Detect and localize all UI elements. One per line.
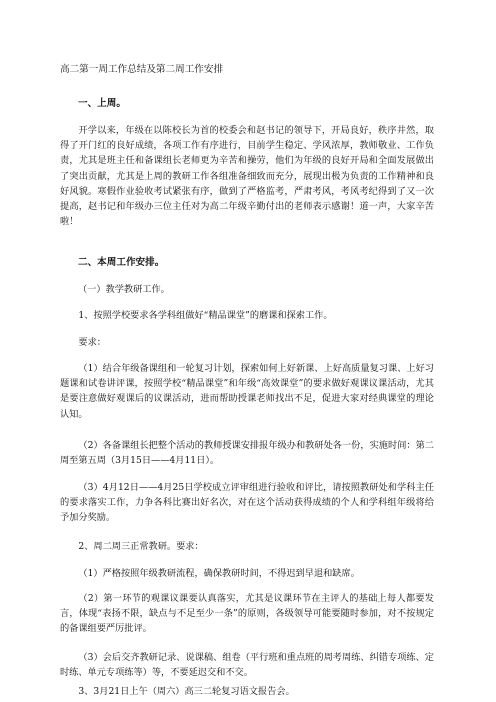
item-2-regular-research: 2、周二周三正常教研。要求： bbox=[78, 541, 204, 552]
requirement-3: （3）4月12日——4月25日学校成立评审组进行验收和评比，请按照教研处和学科主任的要求落实工作，力争各科比赛出好名次，对在这个活动获得成绩的个人和学科组年级将给予加分奖励。 bbox=[60, 482, 434, 524]
rule-3: （3）会后交齐教研记录、说课稿、组卷（平行班和重点班的周考周练、纠错专项练、定时练、单元专项练等）等，不要延迟交和不交。 bbox=[60, 652, 434, 679]
item-3-report-meeting: 3、3月21日上午（周六）高三二轮复习语文报告会。 bbox=[78, 686, 295, 697]
requirement-2: （2）各备课组长把整个活动的教师授课安排报年级办和教研处各一份，实施时间：第二周至第五周（3月15日——4月11日）。 bbox=[60, 440, 434, 467]
requirement-1: （1）结合年级备课组和一轮复习计划，探索如何上好新课、上好高质量复习课、上好习题课和试卷讲评课，按照学校“精品课堂”和年级“高效课堂”的要求做好观课议课活动，尤其是要注意做好观课后的议课活动，进而帮助授课老师找出不足，促进大家对经典课堂的理论认知。 bbox=[60, 363, 434, 420]
section-heading-this-week: 二、本周工作安排。 bbox=[78, 257, 165, 268]
rule-1: （1）严格按照年级教研流程，确保教研时间，不得迟到早退和缺席。 bbox=[78, 568, 360, 579]
subsection-teaching-research: （一）教学教研工作。 bbox=[78, 284, 170, 295]
section-heading-last-week: 一、上周。 bbox=[78, 98, 126, 109]
requirements-label: 要求： bbox=[78, 337, 106, 348]
paragraph-last-week-summary: 开学以来，年级在以陈校长为首的校委会和赵书记的领导下，开局良好，秩序井然，取得了开门红的良好成绩，各项工作有序进行，目前学生稳定、学风浓厚，教师敬业、工作负责，尤其是班主任和备课组长老师更为辛苦和操劳，他们为年级的良好开局和全面发展做出了突出贡献，尤其是上周的教研工作各组准备细致而充分，展现出极为负责的工作精神和良好风貌。寒假作业验收考试紧张有序，做到了严格监考，严肃考风，考风考纪得到了又一次提高，赵书记和年级办三位主任对为高二年级辛勤付出的老师表示感谢！道一声，大家辛苦啦！ bbox=[60, 125, 434, 228]
document-title: 高二第一周工作总结及第二周工作安排 bbox=[60, 64, 224, 75]
item-1-quality-class: 1、按照学校要求各学科组做好“精品课堂”的磨课和探索工作。 bbox=[78, 310, 333, 321]
rule-2: （2）第一环节的观课议课要认真落实，尤其是议课环节在主评人的基础上每人都要发言，体现“表扬不限，缺点与不足至少一条”的原则，各级领导可能要随时参加，对不按规定的备课组要严厉批评。 bbox=[60, 593, 434, 635]
